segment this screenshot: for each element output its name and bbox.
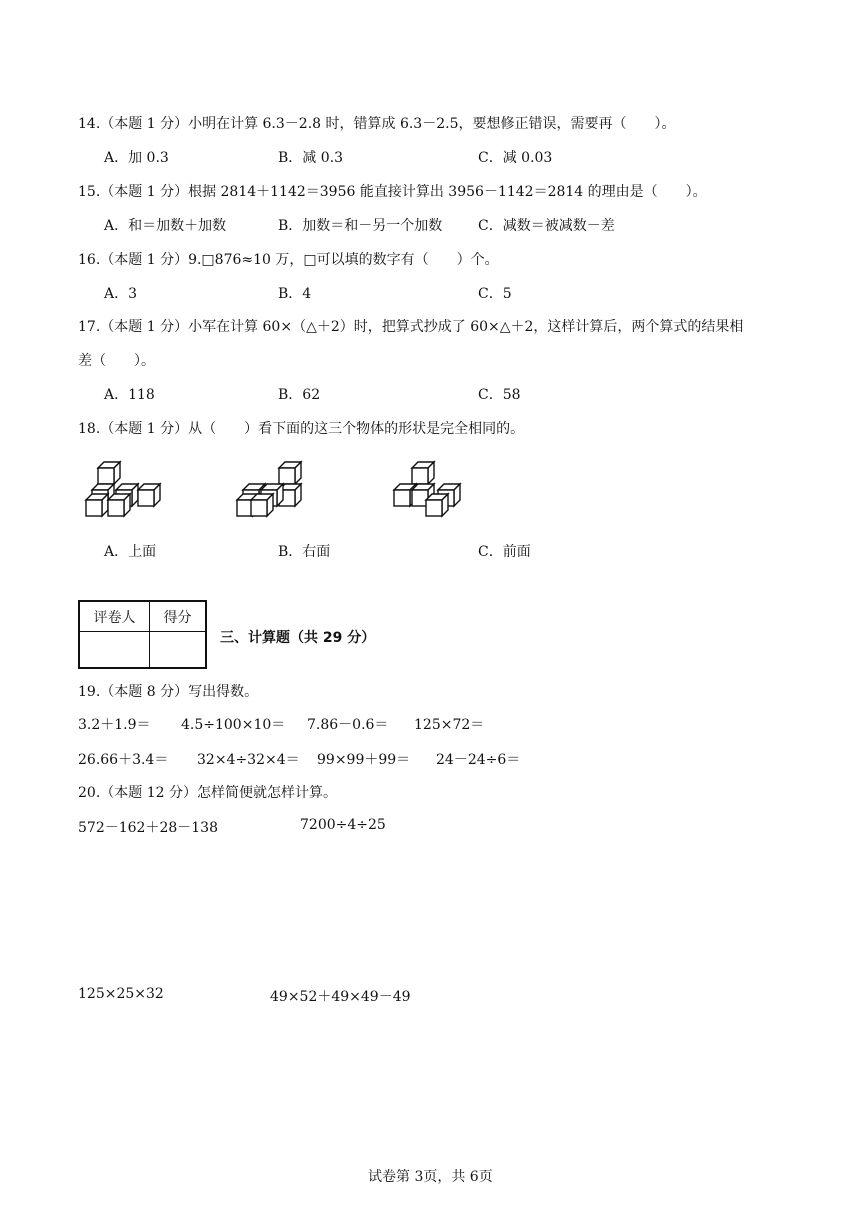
q19-expr: 26.66＋3.4＝ [78,752,169,768]
q19-expr: 24－24÷6＝ [436,752,521,768]
q19-expr: 4.5÷100×10＝ [181,717,286,733]
q19-expr: 125×72＝ [414,717,485,733]
q14-option-b[interactable]: B．减 0.3 [278,150,344,166]
q19-expr: 32×4÷32×4＝ [197,752,300,768]
q14-option-c[interactable]: C．减 0.03 [478,150,553,166]
q17-option-b[interactable]: B．62 [278,387,321,403]
q16-option-a[interactable]: A．3 [104,286,138,302]
q17-stem-line1: 17.（本题 1 分）小军在计算 60×（△＋2）时，把算式抄成了 60×△＋2，这样计算后，两个算式的结果相 [78,319,744,335]
grader-header: 评卷人 [80,602,150,632]
score-cell[interactable] [150,632,205,667]
q16-option-b[interactable]: B．4 [278,286,312,302]
q17-stem-line2: 差（ ）。 [78,353,155,369]
q18-option-c[interactable]: C．前面 [478,544,531,560]
q16-stem: 16.（本题 1 分）9.□876≈10 万，□可以填的数字有（ ）个。 [78,252,499,268]
q17-option-c[interactable]: C．58 [478,387,521,403]
score-table [78,600,207,669]
q20-expr: 49×52＋49×49－49 [270,989,411,1005]
q19-expr: 7.86－0.6＝ [307,717,389,733]
q19-stem: 19.（本题 8 分）写出得数。 [78,684,259,700]
cube-figure-3 [388,460,468,522]
q18-stem: 18.（本题 1 分）从（ ）看下面的这三个物体的形状是完全相同的。 [78,421,525,437]
cube-figure-1 [84,460,164,522]
q17-option-a[interactable]: A．118 [104,387,155,403]
q19-expr: 3.2＋1.9＝ [78,717,151,733]
q20-expr: 7200÷4÷25 [300,817,386,833]
q20-stem: 20.（本题 12 分）怎样简便就怎样计算。 [78,785,337,801]
q15-option-b[interactable]: B．加数＝和－另一个加数 [278,218,443,234]
q18-option-b[interactable]: B．右面 [278,544,331,560]
cube-figure-2 [233,460,313,522]
section-title: 三、计算题（共 29 分） [220,630,376,646]
page-footer: 试卷第 3页，共 6页 [368,1169,493,1185]
q18-option-a[interactable]: A．上面 [104,544,157,560]
q20-expr: 572－162＋28－138 [78,820,218,836]
q14-option-a[interactable]: A．加 0.3 [104,150,169,166]
q15-option-c[interactable]: C．减数＝被减数－差 [478,218,615,234]
q19-expr: 99×99＋99＝ [317,752,411,768]
score-header: 得分 [150,602,205,632]
q16-option-c[interactable]: C．5 [478,286,512,302]
q20-expr: 125×25×32 [78,986,164,1002]
q15-option-a[interactable]: A．和＝加数＋加数 [104,218,227,234]
q15-stem: 15.（本题 1 分）根据 2814＋1142＝3956 能直接计算出 3956－1142＝2814 的理由是（ ）。 [78,184,707,200]
grader-cell[interactable] [80,632,150,667]
q14-stem: 14.（本题 1 分）小明在计算 6.3－2.8 时，错算成 6.3－2.5，要想修正错误，需要再（ ）。 [78,116,676,132]
